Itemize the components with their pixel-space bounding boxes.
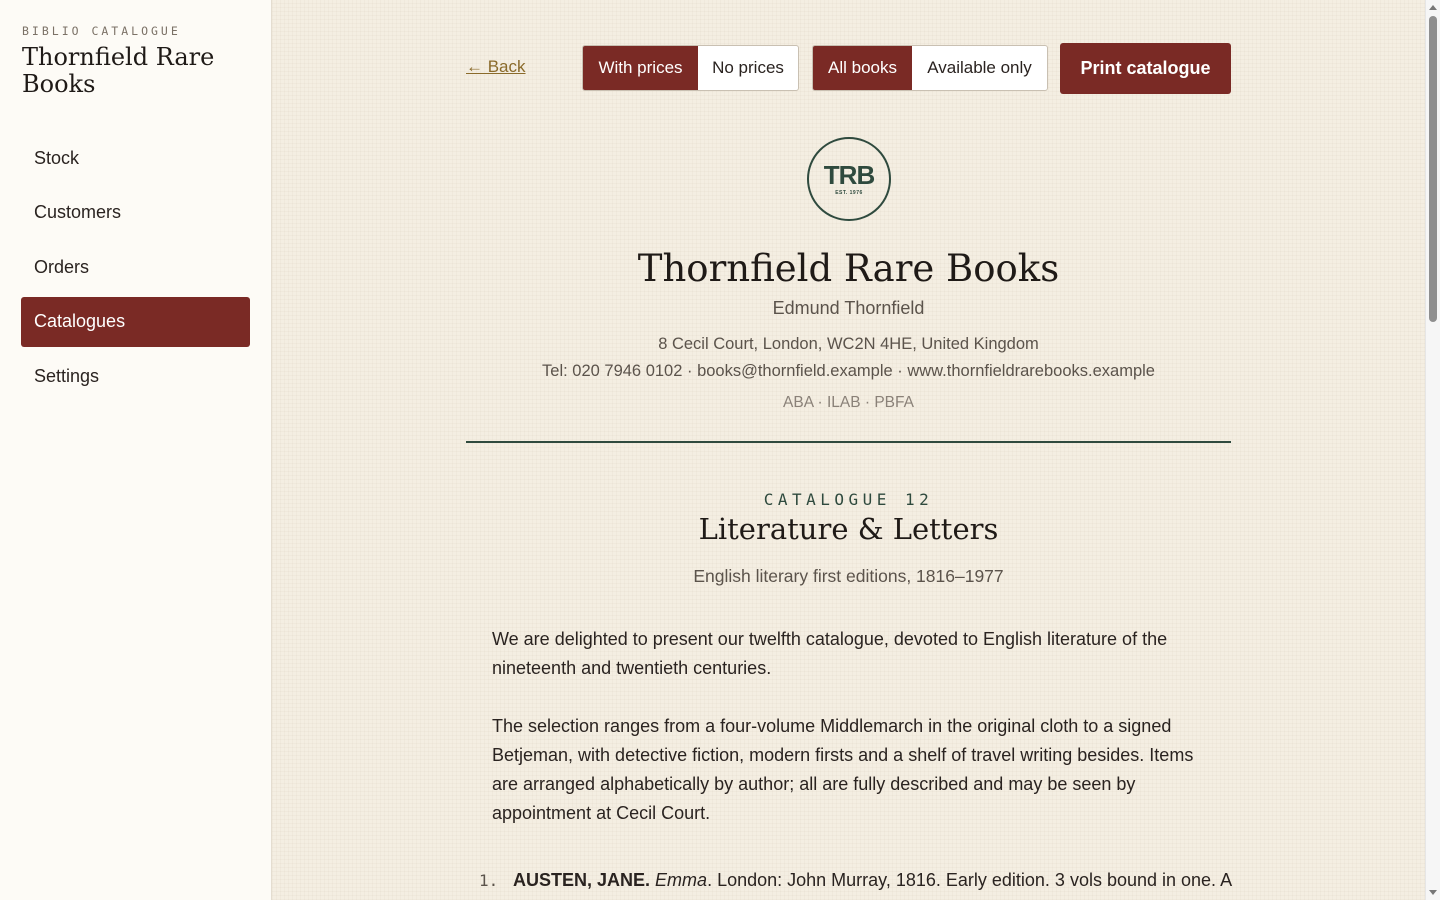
- all-books-button[interactable]: All books: [813, 46, 912, 90]
- shop-logo: [807, 137, 891, 221]
- scroll-up-arrow-icon[interactable]: [1429, 5, 1437, 10]
- scrollbar[interactable]: [1425, 0, 1440, 900]
- catalogue-preview: [272, 0, 1425, 900]
- shop-contact: Tel: 020 7946 0102 · books@thornfield.example · www.thornfieldrarebooks.example: [542, 362, 1155, 380]
- catalogue-number: CATALOGUE 12: [763, 490, 934, 509]
- intro-paragraph: We are delighted to present our twelfth catalogue, devoted to English literature of the nineteenth and twentieth centuries.: [492, 629, 1168, 678]
- catalogue-title: Literature & Letters: [698, 512, 999, 546]
- sidebar: [0, 0, 272, 900]
- header-divider: [466, 441, 1231, 443]
- scroll-down-arrow-icon[interactable]: [1429, 890, 1437, 895]
- entry-title: Emma: [655, 870, 708, 890]
- brand-kicker: BIBLIO CATALOGUE: [22, 24, 181, 38]
- entry-number: 1.: [479, 871, 499, 890]
- scroll-thumb[interactable]: [1429, 16, 1437, 322]
- entry-author: AUSTEN, JANE.: [513, 870, 651, 890]
- back-link[interactable]: ← Back: [466, 57, 526, 76]
- no-prices-button[interactable]: No prices: [712, 58, 784, 77]
- brand-name[interactable]: Thornfield Rare Books: [22, 43, 215, 98]
- sidebar-item-catalogues[interactable]: Catalogues: [21, 297, 250, 347]
- with-prices-button[interactable]: With prices: [583, 46, 698, 90]
- available-only-button[interactable]: Available only: [927, 58, 1032, 77]
- print-catalogue-button[interactable]: Print catalogue: [1060, 43, 1231, 94]
- associations: ABA · ILAB · PBFA: [783, 394, 914, 411]
- sidebar-item-stock[interactable]: Stock: [34, 147, 80, 168]
- logo-sub: EST. 1976: [835, 190, 863, 196]
- catalogue-entry: [479, 870, 1239, 891]
- catalogue-subtitle: English literary first editions, 1816–1977: [693, 566, 1004, 586]
- logo-mark: TRB: [823, 160, 875, 190]
- proprietor: Edmund Thornfield: [772, 298, 925, 318]
- sidebar-item-orders[interactable]: Orders: [34, 256, 90, 277]
- sidebar-item-customers[interactable]: Customers: [34, 202, 122, 222]
- sidebar-item-settings[interactable]: Settings: [34, 365, 100, 386]
- intro-paragraph: The selection ranges from a four-volume Middlemarch in the original cloth to a signed Betjeman, with detective fiction, modern firsts and a shelf of travel writing besides. Items are arranged alphabetically by author; all are fully described and may be seen by appointment at Cecil Court.: [492, 716, 1194, 823]
- availability-toggle: [812, 45, 1048, 91]
- price-toggle: [582, 45, 799, 91]
- shop-name: Thornfield Rare Books: [637, 247, 1060, 290]
- sidebar-nav: [21, 133, 250, 406]
- shop-address: 8 Cecil Court, London, WC2N 4HE, United Kingdom: [658, 335, 1039, 353]
- entry-description: . London: John Murray, 1816. Early edition. 3 vols bound in one. A: [707, 870, 1233, 890]
